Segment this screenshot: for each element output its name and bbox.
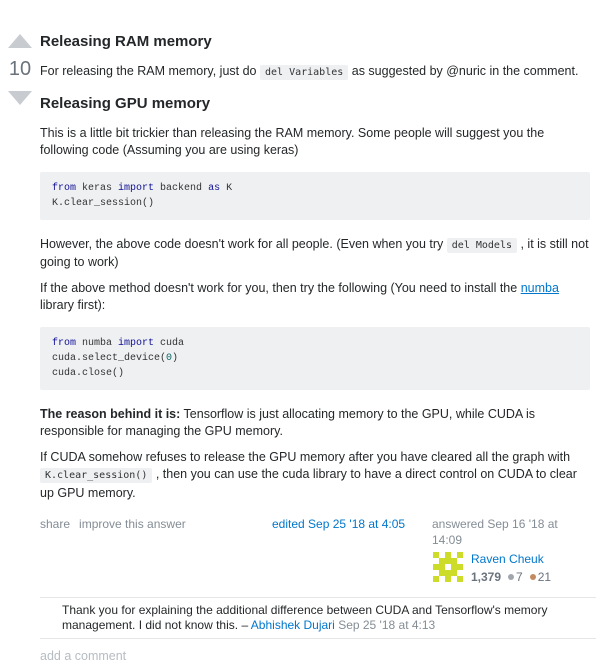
avatar[interactable] <box>432 551 464 583</box>
silver-badge-count: 7 <box>516 570 523 584</box>
answer-content <box>40 32 598 585</box>
bronze-badge-count: 21 <box>537 570 552 584</box>
paragraph: However, the above code doesn't work for all people. (Even when you try del Models , it is still not going to work) <box>40 236 589 269</box>
vote-column <box>0 32 40 585</box>
reputation-row <box>471 569 551 585</box>
code-block: from keras import backend as K K.clear_session() <box>40 172 590 220</box>
add-comment-link[interactable]: add a comment <box>40 649 127 661</box>
comment-separator: – <box>238 618 251 632</box>
silver-badge <box>508 569 523 585</box>
improve-answer-link[interactable]: improve this answer <box>79 517 186 531</box>
edited-link[interactable]: edited Sep 25 '18 at 4:05 <box>272 517 406 531</box>
paragraph: If the above method doesn't work for you, then try the following (You need to install the numba library first): <box>40 280 559 312</box>
inline-code: del Models <box>447 238 517 253</box>
share-link[interactable]: share <box>40 517 71 531</box>
post-menu <box>40 516 272 532</box>
user-info <box>471 551 551 585</box>
section-heading: Releasing GPU memory <box>40 94 211 112</box>
answered-signature <box>432 516 590 585</box>
vote-count: 10 <box>8 58 32 80</box>
section-heading: Releasing RAM memory <box>40 33 212 50</box>
code-block: from numba import cuda cuda.select_device(0) cuda.close() <box>40 327 590 390</box>
downvote-icon[interactable] <box>8 91 32 105</box>
comment <box>40 598 596 639</box>
answered-time: answered Sep 16 '18 at 14:09 <box>432 517 558 547</box>
post-footer <box>40 516 590 585</box>
reputation-score: 1,379 <box>471 570 502 584</box>
paragraph: This is a little bit trickier than releasing the RAM memory. Some people will suggest you the following code (Assuming you are using keras) <box>40 125 545 157</box>
paragraph: The reason behind it is: Tensorflow is just allocating memory to the GPU, while CUDA is responsible for managing the GPU memory. <box>40 406 536 438</box>
inline-link[interactable]: numba <box>520 280 559 295</box>
edited-signature <box>272 516 432 532</box>
user-name-link[interactable]: Raven Cheuk <box>471 552 544 566</box>
comment-date: Sep 25 '18 at 4:13 <box>338 618 436 632</box>
paragraph: For releasing the RAM memory, just do del Variables as suggested by @nuric in the comment. <box>40 64 579 78</box>
bold-text: The reason behind it is: <box>40 406 181 421</box>
user-card <box>432 551 590 585</box>
comment-author-link[interactable]: Abhishek Dujari <box>250 618 335 632</box>
inline-code: K.clear_session() <box>40 468 152 483</box>
silver-badge-icon <box>508 574 514 580</box>
upvote-icon[interactable] <box>8 34 32 48</box>
inline-code: del Variables <box>260 65 348 80</box>
bronze-badge-icon <box>530 574 536 580</box>
comments-section <box>40 597 596 661</box>
bronze-badge <box>530 569 551 585</box>
paragraph: If CUDA somehow refuses to release the GPU memory after you have cleared all the graph with K.clear_session() , then you can use the cuda library to have a direct control on CUDA to clear up GPU memory. <box>40 449 577 500</box>
comment-text: Thank you for explaining the additional difference between CUDA and Tensorflow's memory management. I did not know this. <box>62 603 548 632</box>
answer-body <box>40 32 590 502</box>
